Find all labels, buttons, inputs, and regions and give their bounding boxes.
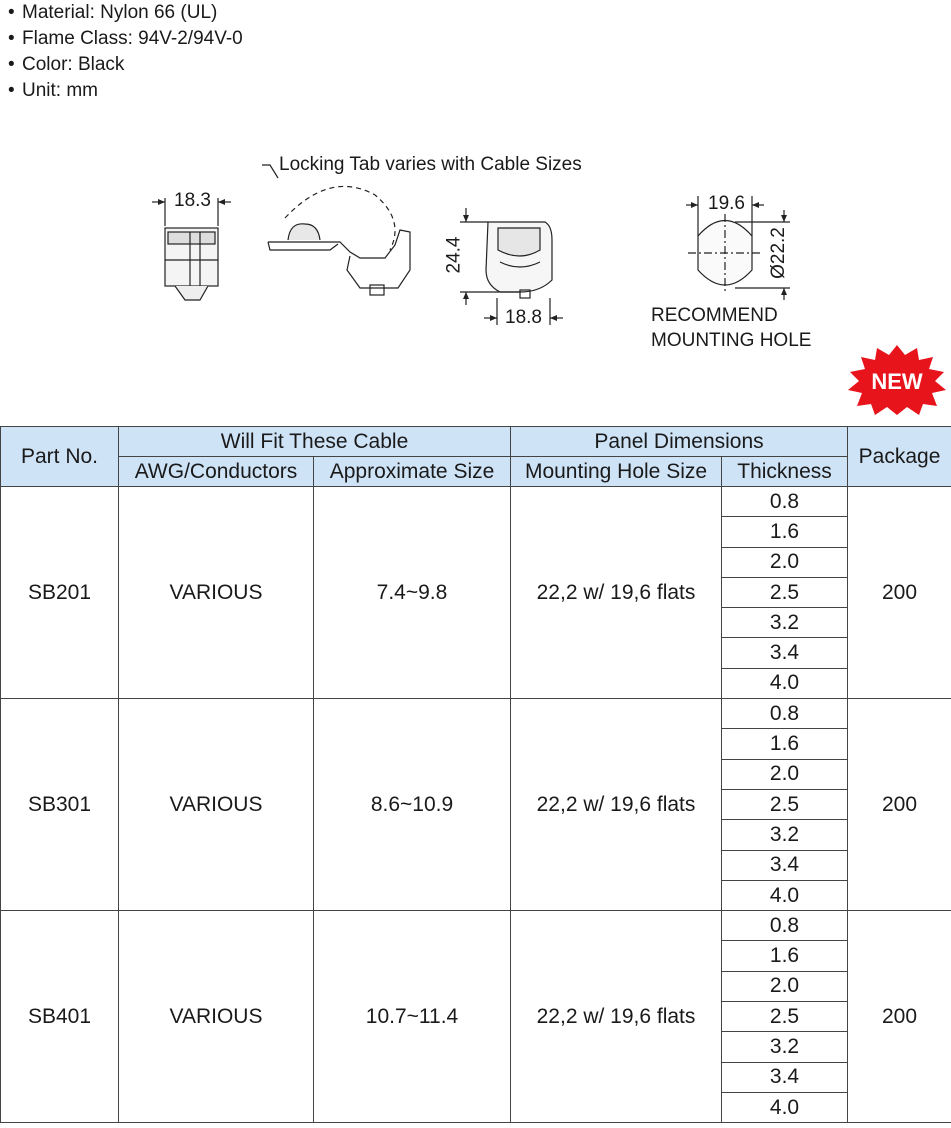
cell-thickness: 2.5 xyxy=(722,577,848,607)
table-row xyxy=(1,911,951,941)
cell-mounting-hole: 22,2 w/ 19,6 flats xyxy=(511,487,722,699)
spec-text: Flame Class: 94V-2/94V-0 xyxy=(22,28,243,49)
dim-label-24-4: 24.4 xyxy=(443,236,465,274)
cell-thickness: 3.2 xyxy=(722,820,848,850)
cell-mounting-hole: 22,2 w/ 19,6 flats xyxy=(511,911,722,1123)
header-thickness: Thickness xyxy=(722,457,848,487)
open-view-drawing xyxy=(262,165,410,295)
cell-thickness: 2.5 xyxy=(722,1002,848,1032)
spec-text: Color: Black xyxy=(22,54,125,75)
cell-thickness: 2.5 xyxy=(722,789,848,819)
cell-package: 200 xyxy=(848,487,951,699)
new-badge-text: NEW xyxy=(871,369,923,394)
hole-label-line2: MOUNTING HOLE xyxy=(651,330,812,351)
cell-approx-size: 8.6~10.9 xyxy=(314,699,511,911)
header-mounting-hole: Mounting Hole Size xyxy=(511,457,722,487)
cell-package: 200 xyxy=(848,699,951,911)
front-view-drawing xyxy=(486,222,552,298)
cell-package: 200 xyxy=(848,911,951,1123)
cell-thickness: 1.6 xyxy=(722,729,848,759)
header-panel-dimensions: Panel Dimensions xyxy=(511,427,848,457)
part-spec-table xyxy=(0,426,951,1123)
cell-awg: VARIOUS xyxy=(119,699,314,911)
cell-thickness: 0.8 xyxy=(722,911,848,941)
cell-awg: VARIOUS xyxy=(119,911,314,1123)
cell-thickness: 1.6 xyxy=(722,941,848,971)
side-view-drawing xyxy=(165,228,218,300)
cell-thickness: 3.4 xyxy=(722,1062,848,1092)
cell-part-no: SB301 xyxy=(1,699,119,911)
cell-thickness: 3.4 xyxy=(722,638,848,668)
hole-label-line1: RECOMMEND xyxy=(651,305,778,326)
cell-awg: VARIOUS xyxy=(119,487,314,699)
spec-text: Material: Nylon 66 (UL) xyxy=(22,2,218,23)
dim-label-18-3: 18.3 xyxy=(174,190,211,211)
spec-text: Unit: mm xyxy=(22,80,98,101)
table-header-row xyxy=(1,427,951,457)
cell-thickness: 0.8 xyxy=(722,699,848,729)
cell-thickness: 3.2 xyxy=(722,1032,848,1062)
cell-mounting-hole: 22,2 w/ 19,6 flats xyxy=(511,699,722,911)
header-will-fit: Will Fit These Cable xyxy=(119,427,511,457)
cell-part-no: SB201 xyxy=(1,487,119,699)
table-row xyxy=(1,699,951,729)
dim-label-18-8: 18.8 xyxy=(505,307,542,328)
cell-approx-size: 10.7~11.4 xyxy=(314,911,511,1123)
table-row xyxy=(1,487,951,517)
table-subheader-row xyxy=(1,457,951,487)
cell-thickness: 0.8 xyxy=(722,487,848,517)
header-package: Package xyxy=(848,427,951,487)
header-awg: AWG/Conductors xyxy=(119,457,314,487)
dim-label-diameter: Ø22.2 xyxy=(767,227,789,279)
header-part-no: Part No. xyxy=(1,427,119,487)
cell-thickness: 1.6 xyxy=(722,517,848,547)
cell-thickness: 2.0 xyxy=(722,971,848,1001)
cell-thickness: 3.4 xyxy=(722,850,848,880)
dim-label-19-6: 19.6 xyxy=(708,193,745,214)
bullet: • xyxy=(8,80,15,101)
header-approx-size: Approximate Size xyxy=(314,457,511,487)
cell-approx-size: 7.4~9.8 xyxy=(314,487,511,699)
bullet: • xyxy=(8,54,15,75)
cell-thickness: 4.0 xyxy=(722,1092,848,1122)
cell-thickness: 2.0 xyxy=(722,547,848,577)
cell-thickness: 3.2 xyxy=(722,608,848,638)
bullet: • xyxy=(8,2,15,23)
bullet: • xyxy=(8,28,15,49)
callout-locking-tab: Locking Tab varies with Cable Sizes xyxy=(279,154,582,175)
cell-thickness: 4.0 xyxy=(722,668,848,698)
cell-part-no: SB401 xyxy=(1,911,119,1123)
cell-thickness: 2.0 xyxy=(722,759,848,789)
cell-thickness: 4.0 xyxy=(722,880,848,910)
technical-drawing xyxy=(0,0,951,420)
new-badge xyxy=(847,345,947,415)
